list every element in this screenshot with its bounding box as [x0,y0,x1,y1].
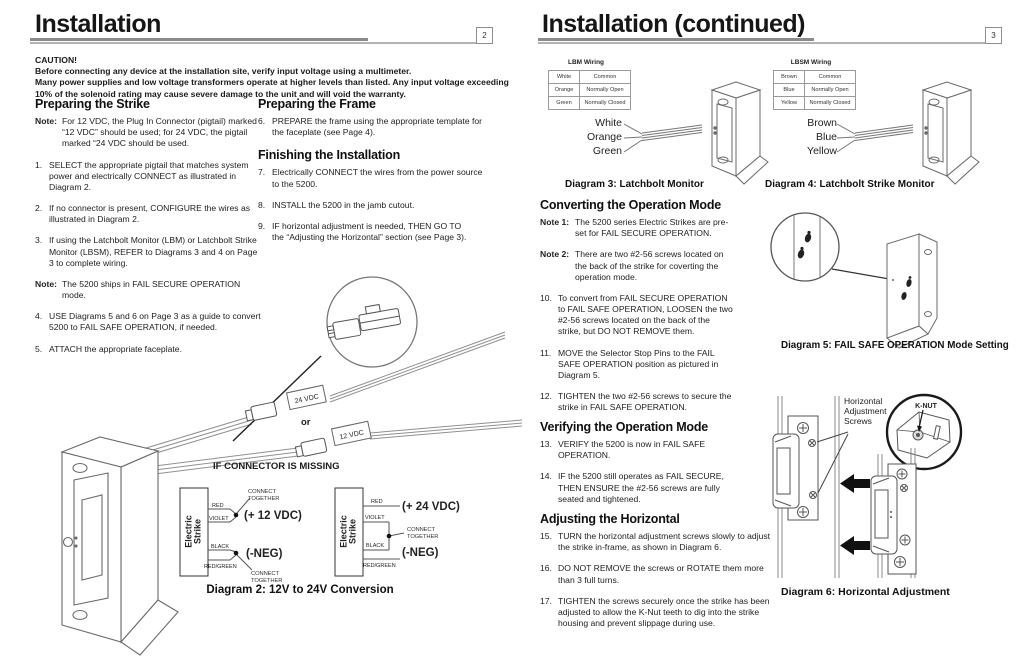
wire-bundle [837,124,913,152]
section-heading: Finishing the Installation [258,148,401,163]
list-item: 8. INSTALL the 5200 in the jamb cutout. [258,199,415,210]
caution-line: 10% of the solenoid rating may cause severe damage to the unit and will void the warranty. [35,88,406,99]
note: Note 2: There are two #2-56 screws located on the back of the strike for coverting the operation mode. [540,249,724,282]
caution-line: Before connecting any device at the installation site, verify input voltage using a multimeter. [35,66,412,77]
section-heading: Verifying the Operation Mode [540,420,709,434]
screws-pointer-line [817,432,848,442]
title-rule-light [30,42,476,44]
page-number-box: 2 [476,27,493,44]
note-text: The 5200 ships in FAIL SECURE OPERATION mode. [62,278,241,301]
knut-label: K-NUT [915,403,937,410]
left-arrow-icon [840,474,870,493]
lbm-table-title: LBM Wiring [567,59,605,66]
pins-inset [771,213,839,281]
diagram3-artwork [584,78,784,185]
strike-drawing [923,82,979,184]
diagram4-caption: Diagram 4: Latchbolt Strike Monitor [765,179,935,190]
note-label: Note: [35,116,57,126]
section-heading: Converting the Operation Mode [540,198,722,212]
diagram5-artwork [764,205,1019,340]
list-item: 17. TIGHTEN the screws securely once the strike has been adjusted to allow the K-Nut teeth to dig into the strike housing and prevent slippage during use. [540,595,770,629]
strike-drawing [712,82,768,184]
list-item: 4. USE Diagrams 5 and 6 on Page 3 as a guide to convert 5200 to FAIL SAFE OPERATION, if needed. [35,311,261,333]
caution-block [35,55,510,100]
if-connector-missing-heading: IF CONNECTOR IS MISSING [213,461,340,472]
list-item: 14. IF the 5200 still operates as FAIL SECURE, THEN ENSURE the #2-56 screws are fully seated and tightened. [540,471,724,504]
strike-in-frame-left [773,416,818,520]
page-title: Installation (continued) [542,10,805,38]
page-title: Installation [35,10,161,38]
electric-strike-box-label: Electric Strike [338,515,358,548]
wire-label-red: RED [212,503,224,509]
wire-label-redgreen: RED/GREEN [363,563,396,569]
list-item: 16. DO NOT REMOVE the screws or ROTATE them more than 3 full turns. [540,563,764,585]
knut-inset [887,395,961,469]
diagram2-caption: Diagram 2: 12V to 24V Conversion [206,584,394,596]
lbsm-table-title: LBSM Wiring [790,59,832,66]
pigtail-24vdc-tag-label: 24 VDC [294,393,320,406]
list-item: 11. MOVE the Selector Stop Pins to the FAIL SAFE OPERATION position as pictured in Diagram 5. [540,347,719,380]
section-converting [540,198,772,423]
section-adjusting [540,512,788,639]
or-label: or [301,417,311,428]
strike-back-drawing [887,234,937,348]
connect-together-label: CONNECT TOGETHER [251,571,283,584]
note: Note 1: The 5200 series Electric Strikes are pre-set for FAIL SECURE OPERATION. [540,217,729,239]
list-item: 15. TURN the horizontal adjustment screws slowly to adjust the strike in-frame, as shown in Diagram 6. [540,531,771,553]
list-item: 9. IF horizontal adjustment is needed, THEN GO TO the “Adjusting the Horizontal” section (see Page 3). [258,220,467,243]
plus-12vdc-label: (+ 12 VDC) [244,510,302,522]
list-item: 5. ATTACH the appropriate faceplate. [35,343,182,354]
page-number-box: 3 [985,27,1002,44]
wire-label-blue: Blue [815,131,837,143]
title-rule [30,38,368,41]
caution-heading: CAUTION! [35,55,78,65]
note-text: For 12 VDC, the Plug In Connector (pigtail) marked “12 VDC” should be used; for 24 VDC, the pigtail marked “24 VDC should be used. [62,116,257,149]
lbm-wiring-table: White Common Orange Normally Open Green Normally Closed [548,70,631,110]
page-3 [524,0,1024,663]
wire-label-orange: Orange [586,131,622,143]
section-heading: Preparing the Frame [258,97,376,111]
pigtail-12vdc-tag-label: 12 VDC [339,429,365,442]
list-item: 2. If no connector is present, CONFIGURE the wires as illustrated in Diagram 2. [35,203,251,225]
wire-label-white: White [595,117,622,129]
wire-label-violet: VIOLET [209,516,229,522]
caution-line: Many power supplies and low voltage transformers operate at higher levels than listed. Any input voltage exceeding [35,77,509,88]
wire-label-red: RED [371,499,383,505]
section-verifying [540,420,772,515]
neg-label: (-NEG) [402,547,439,559]
lbsm-wiring-table: Brown Common Blue Normally Open Yellow Normally Closed [773,70,856,110]
section-heading: Adjusting the Horizontal [540,512,680,526]
list-item: 3. If using the Latchbolt Monitor (LBM) or Latchbolt Strike Monitor (LBSM), REFER to Diagrams 3 and 4 on Page 3 to complete wiring. [35,235,258,268]
diagram2-artwork [20,258,525,658]
electric-strike-box-label: Electric Strike [183,515,203,548]
diagram4-artwork [799,78,984,185]
diagram6-caption: Diagram 6: Horizontal Adjustment [781,586,950,598]
connect-together-label: CONNECT TOGETHER [248,489,280,502]
section-heading: Preparing the Strike [35,97,150,111]
column-preparing-frame [258,97,508,253]
connector-inset [325,277,417,367]
list-item: 1. SELECT the appropriate pigtail that matches system power and electrically CONNECT as illustrated in Diagram 2. [35,159,249,192]
title-rule [538,38,814,41]
list-item: 10. To convert from FAIL SECURE OPERATION to FAIL SAFE OPERATION, LOOSEN the two #2-56 screws located on the back of the strike, but DO NOT REMOVE them. [540,292,733,337]
horizontal-adjustment-screws-label: Horizontal Adjustment Screws [844,396,887,427]
list-item: 12. TIGHTEN the two #2-56 screws to secure the strike in FAIL SAFE OPERATION. [540,391,732,413]
title-rule-light [538,42,985,44]
diagram5-caption: Diagram 5: FAIL SAFE OPERATION Mode Setting [781,340,1009,351]
connect-together-label: CONNECT TOGETHER [407,527,439,540]
wire-bundle [624,124,702,152]
plus-24vdc-label: (+ 24 VDC) [402,501,460,513]
diagram3-caption: Diagram 3: Latchbolt Monitor [565,179,704,190]
left-arrow-icon [840,536,870,555]
wire-label-black: BLACK [366,543,385,549]
diagram6-artwork [769,388,1021,593]
wire-label-yellow: Yellow [807,145,837,157]
note-label: Note: [35,278,57,289]
wire-label-violet: VIOLET [365,515,385,521]
wire-label-brown: Brown [807,117,837,129]
wire-label-green: Green [592,145,622,157]
wire-label-black: BLACK [211,544,230,550]
neg-label: (-NEG) [246,548,283,560]
list-item: 6. PREPARE the frame using the appropriate template for the faceplate (see Page 4). [258,116,483,138]
wire-label-redgreen: RED/GREEN [204,564,237,570]
wire-bundle [123,332,522,478]
note [35,116,263,150]
list-item: 13. VERIFY the 5200 is now in FAIL SAFE OPERATION. [540,439,706,461]
list-item: 7. Electrically CONNECT the wires from the power source to the 5200. [258,167,483,189]
